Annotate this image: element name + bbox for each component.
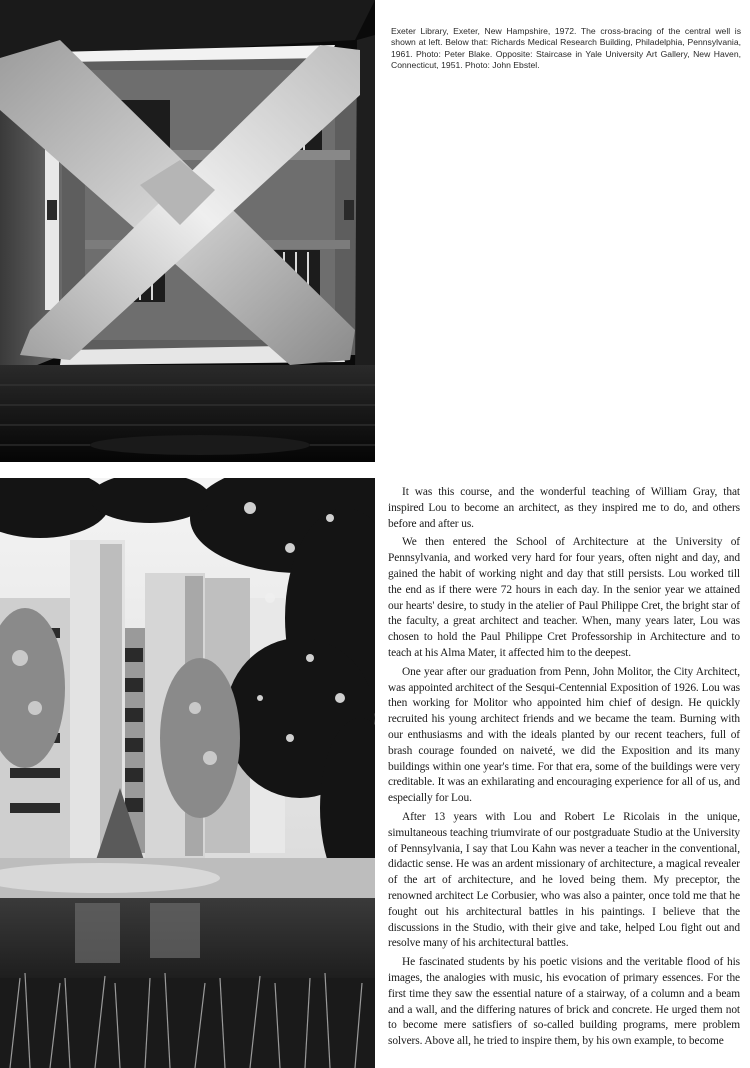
article-paragraph: It was this course, and the wonderful teaching of William Gray, that inspired Lou to become an architect, as they inspired me to do, and others before and after us. xyxy=(388,486,740,530)
article-paragraph: After 13 years with Lou and Robert Le Ricolais in the unique, simultaneous teaching triumvirate of our postgraduate Studio at the University of Pennsylvania, I say that Lou Kahn was never a teacher in the conventional, didactic sense. He was an ardent missionary of architecture, a magical revealer of the art of architecture, and he loved being them. My preceptor, the renowned architect Le Corbusier, who was also a painter, once told me that he fought out his architectural battles in his paintings. I believe that the discussions in the Studio, with their give and take, helped Lou fight out and resolve many of his architectural battles. xyxy=(388,810,740,950)
article-paragraph: He fascinated students by his poetic visions and the veritable flood of his images, the analogies with music, his evocation of primary essences. For the first time they saw the essential nature of a stairway, of a column and a beam and a wall, and the differing natures of brick and concrete. He urged them not to become mere satisfiers of so-called building programs, mere problem solvers. Above all, he tried to inspire them, by his own example, to become xyxy=(388,956,740,1048)
article-body xyxy=(388,485,740,1053)
exeter-library-photo xyxy=(0,0,375,462)
article-paragraph: One year after our graduation from Penn, John Molitor, the City Architect, was appointed architect of the Sesqui-Centennial Exposition of 1926. Lou was then working for Molitor who appointed him chief of design. He quickly recruited his young architect friends and we became the team. Burning with our enthusiasms and with the ideals planted by our recent teachers, full of brash courage founded on naiveté, we did the Exposition and its many buildings within one year's time. For that era, some of the buildings were very creditable. It was an exhilarating and encouraging experience for all of us, and especially for Lou. xyxy=(388,665,740,805)
richards-medical-building-photo xyxy=(0,478,375,1068)
article-paragraph: We then entered the School of Architecture at the University of Pennsylvania, and worked very hard for four years, often night and day, and gained the habit of working night and day that still persists. Lou worked till the end as if there were 72 hours in each day. In the senior year we attained our hearts' desire, to study in the atelier of Paul Philippe Cret, the bright star of the faculty, a great architect and teacher. When, many years later, Lou was chosen to hold the Paul Philippe Cret Professorship in Architecture and to teach at his Alma Mater, it affected him to the deepest. xyxy=(388,536,740,659)
photo-caption: Exeter Library, Exeter, New Hampshire, 1972. The cross-bracing of the central well is shown at left. Below that: Richards Medical Research Building, Philadelphia, Pennsylvania, 1961. Photo: Peter Blake. Opposite: Staircase in Yale University Art Gallery, New Haven, Connecticut, 1951. Photo: John Ebstel. xyxy=(391,26,741,70)
